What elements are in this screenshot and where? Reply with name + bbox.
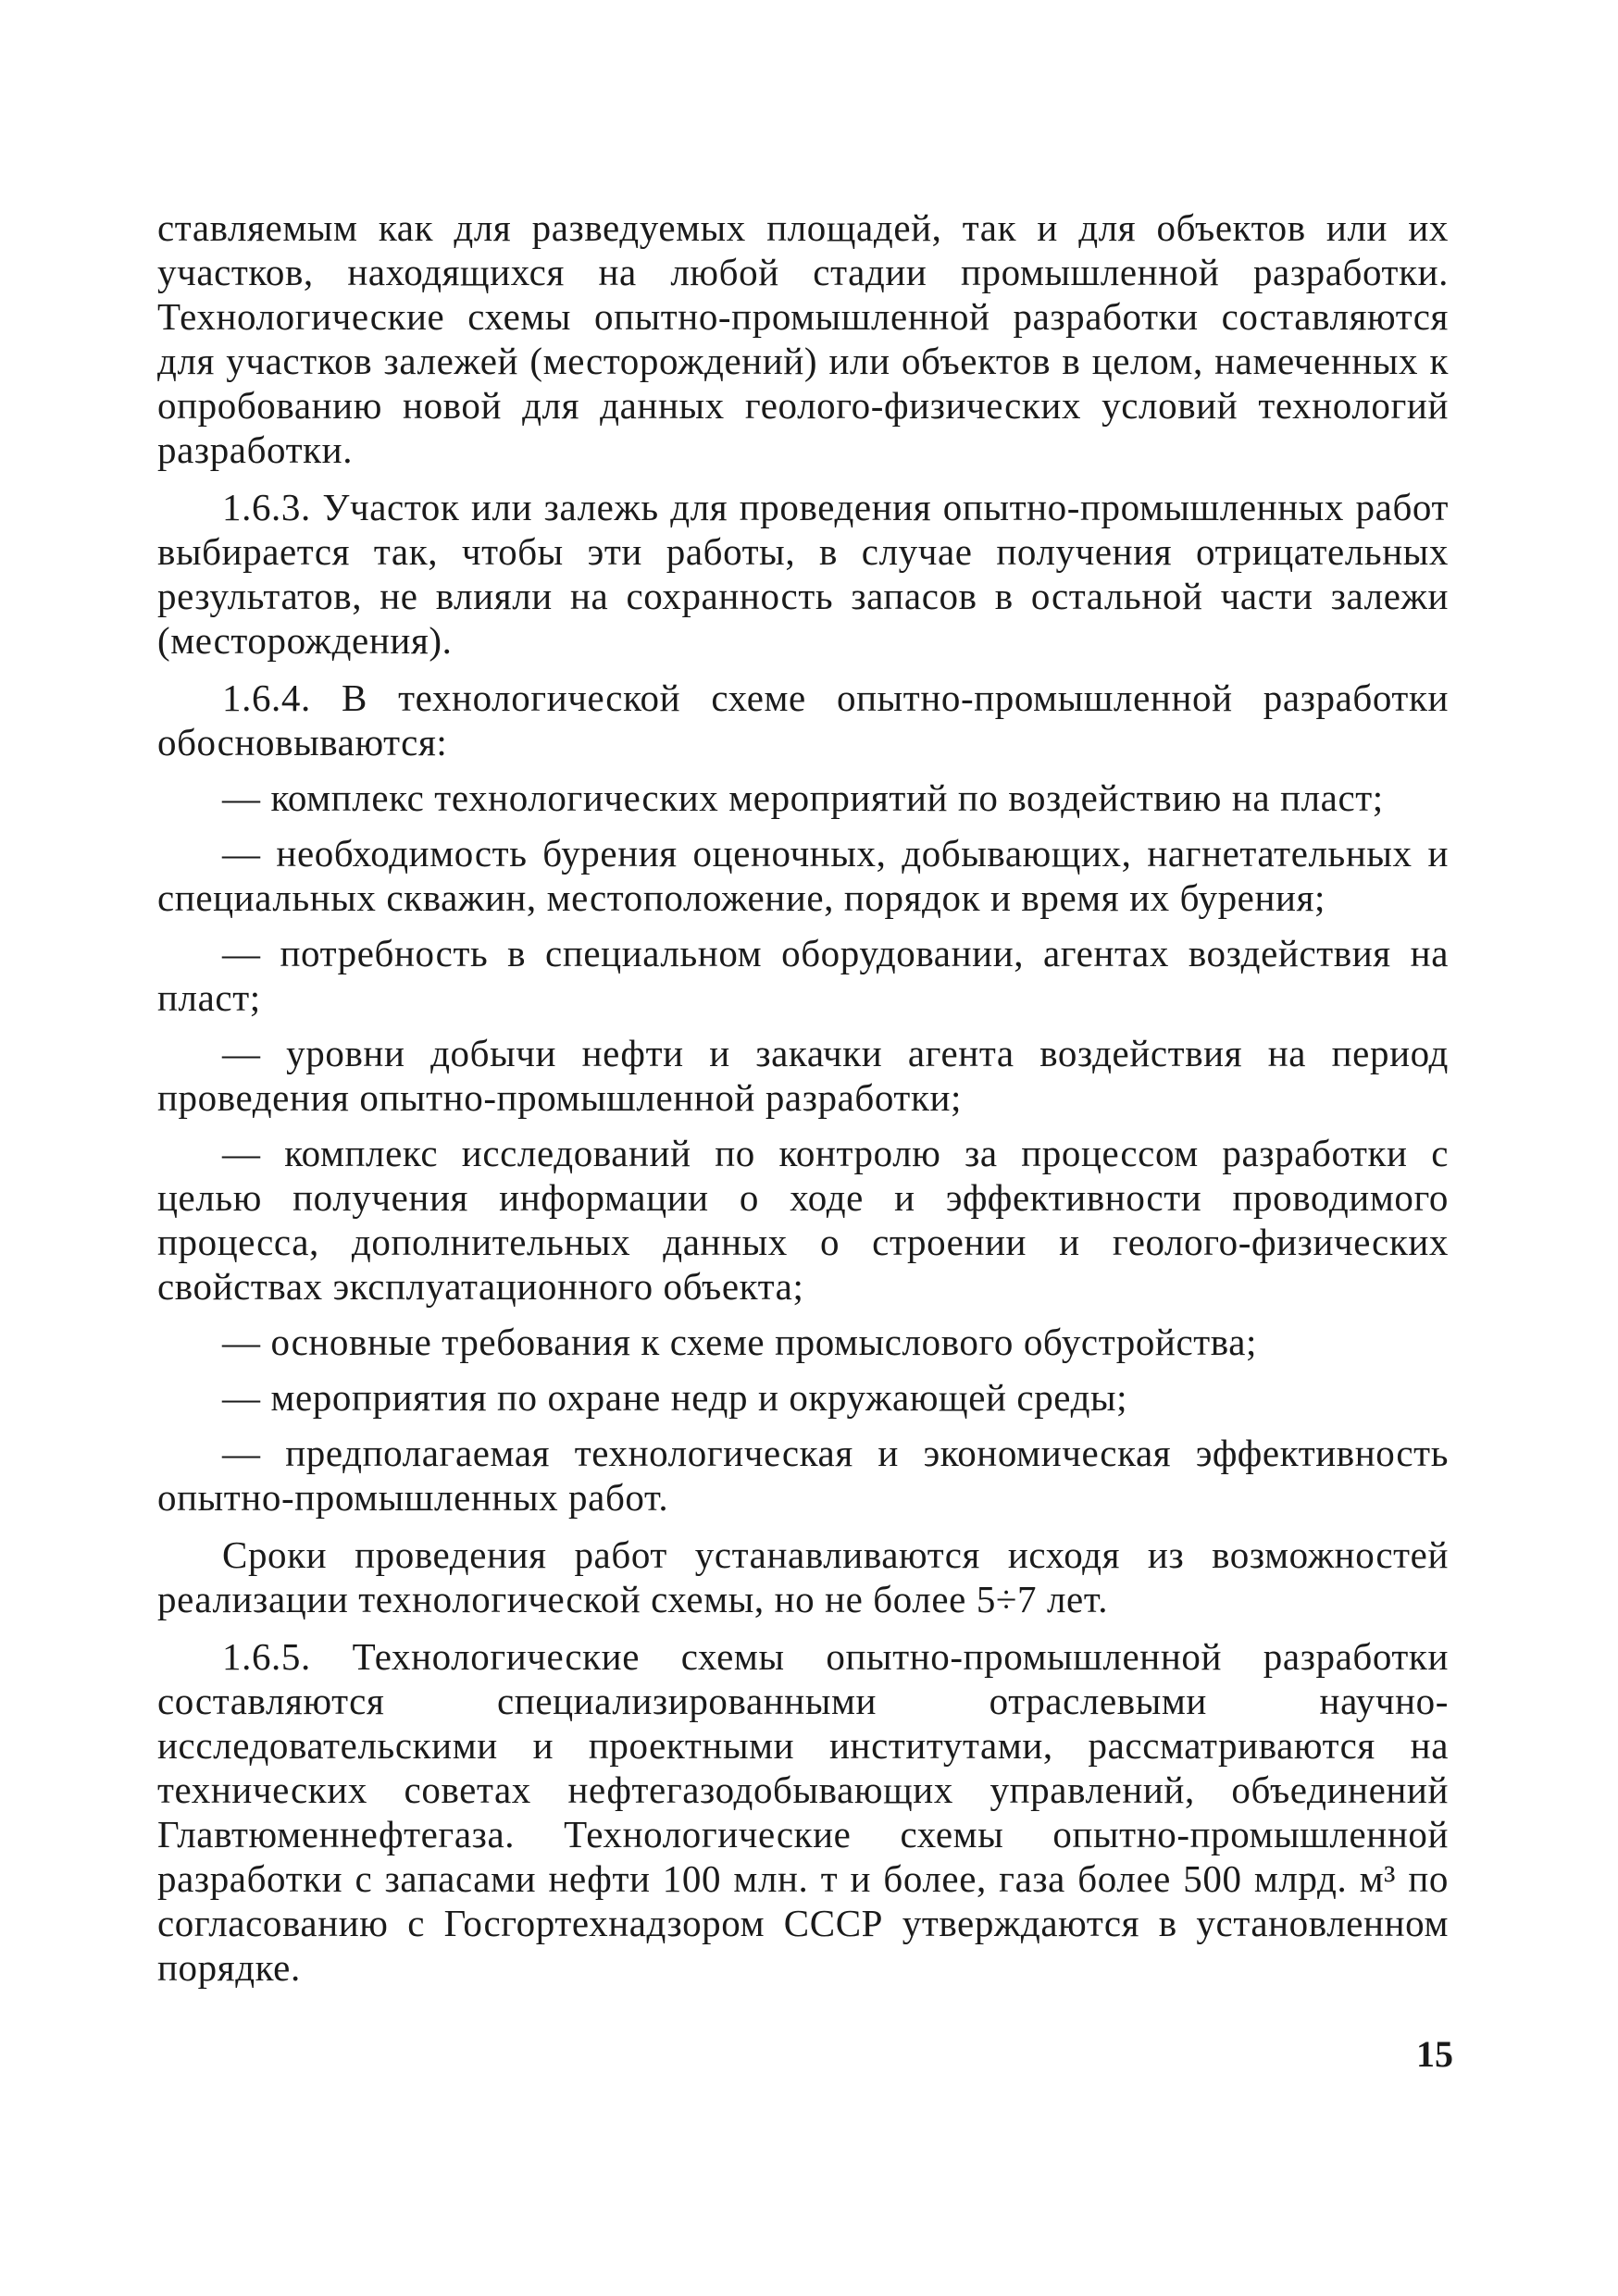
paragraph-continuation: ставляемым как для разведуемых площадей, так и для объектов или их участков, находящихся на любой стадии промышленной разработки. Технологические схемы опытно-промышленной разработки составляются для участков залежей (месторождений) или объектов в целом, намеченных к опробованию новой для данных геолого-физических условий технологий разработки. <box>157 206 1449 471</box>
paragraph-1-6-4: 1.6.4. В технологической схеме опытно-промышленной разработки обосновываются: <box>157 676 1449 763</box>
list-item-production-levels: — уровни добычи нефти и закачки агента воздействия на период проведения опытно-промышленной разработки; <box>157 1032 1449 1119</box>
list-item-drilling: — необходимость бурения оценочных, добывающих, нагнетательных и специальных скважин, местоположение, порядок и время их бурения; <box>157 832 1449 919</box>
page-body <box>157 205 1449 1990</box>
list-item-infrastructure: — основные требования к схеме промыслового обустройства; <box>222 1321 1257 1363</box>
paragraph-1-6-3: 1.6.3. Участок или залежь для проведения опытно-промышленных работ выбирается так, чтобы эти работы, в случае получения отрицательных результатов, не влияли на сохранность запасов в остальной части залежи (месторождения). <box>157 486 1449 662</box>
paragraph-1-6-5: 1.6.5. Технологические схемы опытно-промышленной разработки составляются специализированными отраслевыми научно-исследовательскими и проектными институтами, рассматриваются на технических советах нефтегазодобывающих управлений, объединений Главтюменнефтегаза. Технологические схемы опытно-промышленной разработки с запасами нефти 100 млн. т и более, газа более 500 млрд. м³ по согласованию с Госгортехнадзором СССР утверждаются в установленном порядке. <box>157 1635 1449 1989</box>
list-item-measures: — комплекс технологических мероприятий по воздействию на пласт; <box>222 776 1384 819</box>
page-number: 15 <box>1416 2033 1453 2075</box>
list-item-equipment: — потребность в специальном оборудовании, агентах воздействия на пласт; <box>157 932 1449 1019</box>
list-item-efficiency: — предполагаемая технологическая и экономическая эффективность опытно-промышленных работ. <box>157 1432 1449 1519</box>
list-item-environment: — мероприятия по охране недр и окружающей среды; <box>222 1376 1128 1419</box>
paragraph-terms: Сроки проведения работ устанавливаются исходя из возможностей реализации технологической схемы, но не более 5÷7 лет. <box>157 1533 1449 1620</box>
list-item-research: — комплекс исследований по контролю за процессом разработки с целью получения информации о ходе и эффективности проводимого процесса, дополнительных данных о строении и геолого-физических свойствах эксплуатационного объекта; <box>157 1132 1449 1308</box>
